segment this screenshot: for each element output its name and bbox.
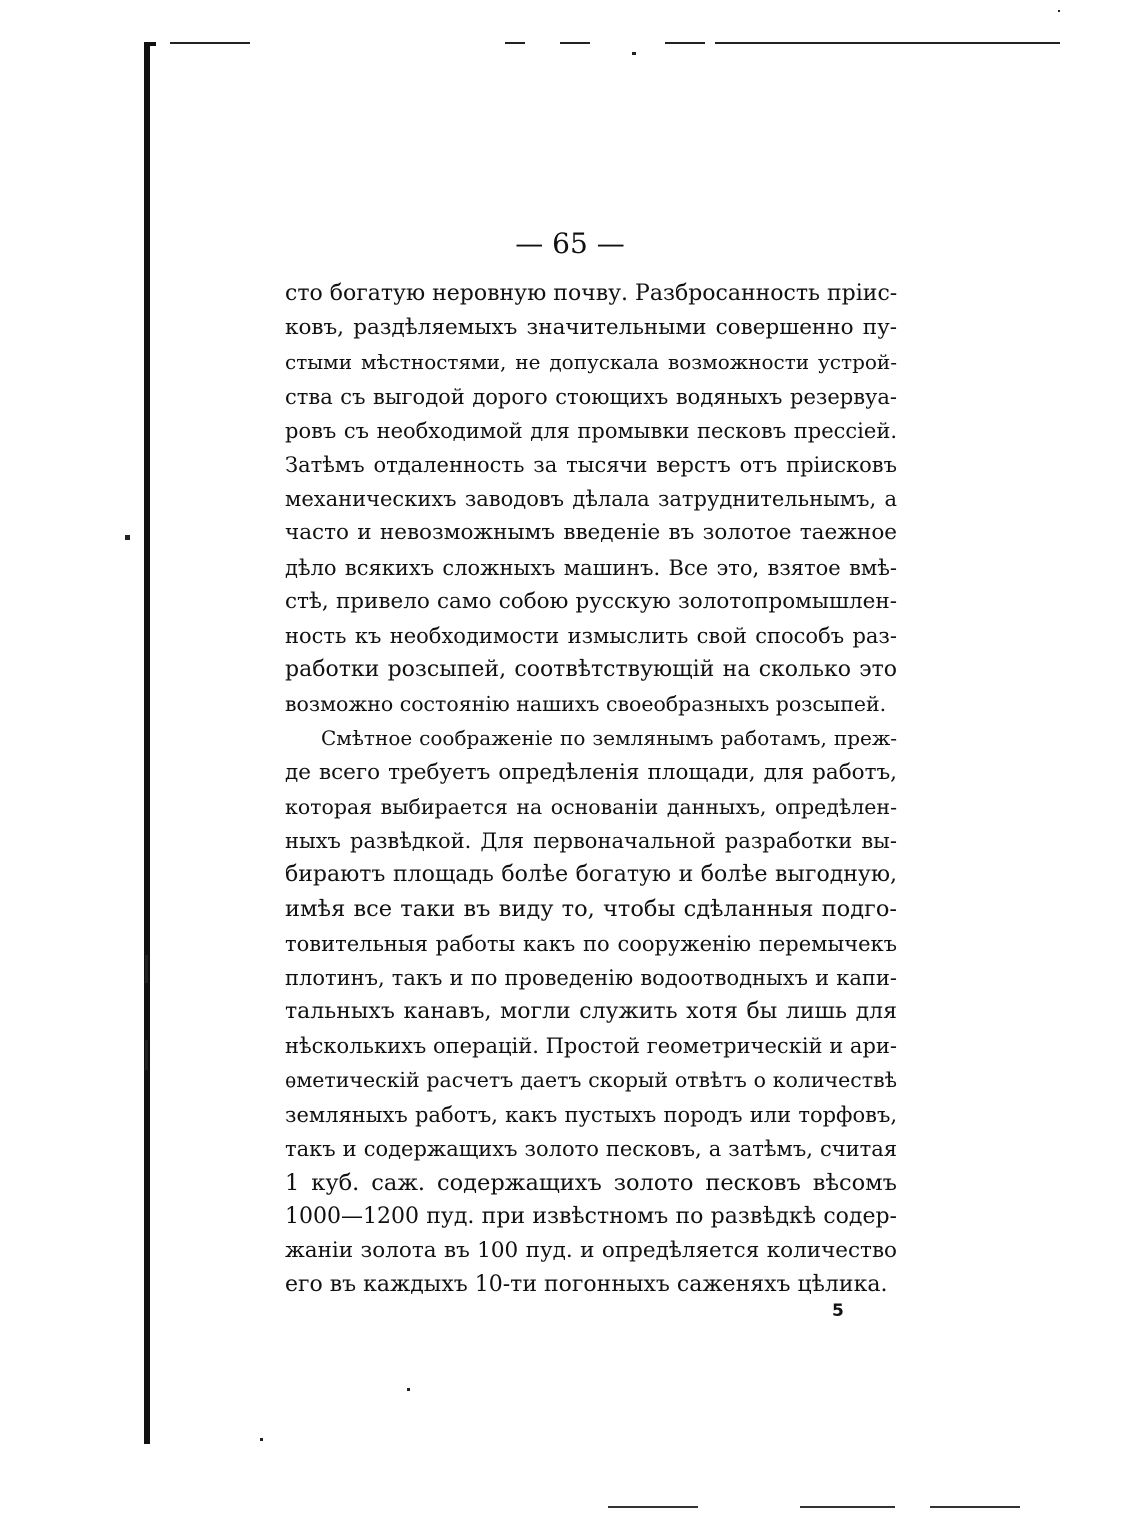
scan-top-line bbox=[560, 42, 590, 44]
text-line: часто и невозможнымъ введеніе въ золотое таежное bbox=[285, 520, 897, 546]
text-line: работки розсыпей, соотвѣтствующій на сколько это bbox=[285, 657, 897, 683]
page-number: — 65 — bbox=[515, 227, 625, 260]
scan-speck bbox=[145, 955, 148, 983]
text-line: ѳметическій расчетъ даетъ скорый отвѣтъ о количествѣ bbox=[285, 1068, 897, 1093]
text-line: бираютъ площадь болѣе богатую и болѣе выгодную, bbox=[285, 862, 897, 888]
body-text bbox=[285, 277, 897, 1303]
text-line: имѣя все таки въ виду то, чтобы сдѣланныя подго- bbox=[285, 896, 897, 923]
text-line: 1 куб. саж. содержащихъ золото песковъ вѣсомъ bbox=[285, 1169, 897, 1196]
scan-bottom-line bbox=[930, 1506, 1020, 1508]
scan-top-line bbox=[170, 42, 250, 44]
scan-top-line bbox=[505, 42, 525, 44]
text-line: ровъ съ необходимой для промывки песковъ прессіей. bbox=[285, 418, 897, 443]
text-line: сто богатую неровную почву. Разбросанность пріис- bbox=[285, 281, 898, 306]
text-line: земляныхъ работъ, какъ пустыхъ породъ или торфовъ, bbox=[285, 1102, 897, 1127]
scan-speck bbox=[125, 535, 130, 540]
scan-top-line bbox=[715, 42, 1060, 44]
text-line: плотинъ, такъ и по проведенію водоотводныхъ и капи- bbox=[285, 965, 897, 990]
text-line: его въ каждыхъ 10-ти погонныхъ саженяхъ цѣлика. bbox=[285, 1272, 888, 1298]
text-line: 1000—1200 пуд. при извѣстномъ по развѣдкѣ содер- bbox=[285, 1204, 897, 1230]
text-line: товительныя работы какъ по сооруженію перемычекъ bbox=[285, 931, 897, 956]
scan-edge-hook bbox=[144, 42, 156, 46]
text-line: механическихъ заводовъ дѣлала затруднительнымъ, а bbox=[285, 487, 897, 512]
text-line: дѣло всякихъ сложныхъ машинъ. Все это, взятое вмѣ- bbox=[285, 555, 897, 580]
paragraph bbox=[285, 721, 897, 1302]
text-line: стѣ, привело само собою русскую золотопромышлен- bbox=[285, 588, 897, 614]
scan-bottom-line bbox=[608, 1506, 698, 1508]
paragraph bbox=[285, 277, 897, 721]
text-line: ства съ выгодой дорого стоющихъ водяныхъ резервуа- bbox=[285, 384, 897, 409]
text-line: Затѣмъ отдаленность за тысячи верстъ отъ пріисковъ bbox=[285, 452, 897, 477]
text-line: такъ и содержащихъ золото песковъ, а затѣмъ, считая bbox=[285, 1136, 897, 1161]
signature-mark: 5 bbox=[832, 1301, 844, 1321]
text-line: ность къ необходимости измыслить свой способъ раз- bbox=[285, 623, 897, 648]
text-line: стыми мѣстностями, не допускала возможности устрой- bbox=[285, 350, 897, 375]
text-line: тальныхъ канавъ, могли служить хотя бы лишь для bbox=[285, 998, 897, 1024]
scan-bottom-line bbox=[800, 1506, 895, 1508]
scan-speck bbox=[632, 52, 636, 55]
scan-top-line bbox=[665, 42, 705, 44]
text-line: ковъ, раздѣляемыхъ значительными совершенно пу- bbox=[285, 315, 897, 341]
text-line: ныхъ развѣдкой. Для первоначальной разработки вы- bbox=[285, 829, 897, 853]
text-line: нѣсколькихъ операцій. Простой геометрическій и ари- bbox=[285, 1034, 897, 1059]
scan-speck bbox=[1058, 10, 1060, 12]
text-line: жаніи золота въ 100 пуд. и опредѣляется количество bbox=[285, 1238, 897, 1264]
scan-speck bbox=[260, 1438, 263, 1441]
scan-speck bbox=[407, 1388, 410, 1391]
text-line: де всего требуетъ опредѣленія площади, для работъ, bbox=[285, 759, 897, 785]
scan-speck bbox=[145, 1040, 148, 1070]
text-line: которая выбирается на основаніи данныхъ, опредѣлен- bbox=[285, 794, 897, 819]
text-line: возможно состоянію нашихъ своеобразныхъ розсыпей. bbox=[285, 692, 887, 717]
text-line: Смѣтное соображеніе по землянымъ работамъ, преж- bbox=[321, 726, 897, 751]
